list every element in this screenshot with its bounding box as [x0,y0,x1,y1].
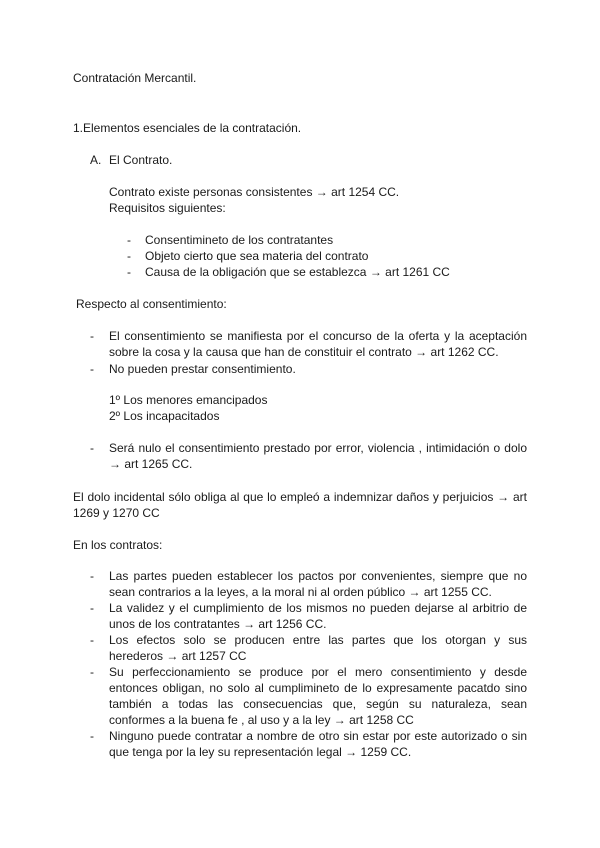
list-dash: - [90,633,94,647]
section-heading: 1.Elementos esenciales de la contratación. [73,121,302,135]
subsection-heading: El Contrato. [109,153,173,167]
list-dash: - [90,441,94,455]
list-item-continuation: también a todas las consecuencias que, según su naturaleza, sean [109,697,527,711]
document-title: Contratación Mercantil. [73,71,197,85]
list-item: La validez y el cumplimiento de los mismos no pueden dejarse al arbitrio de [109,601,527,615]
list-dash: - [90,329,94,343]
subsection-marker: A. [90,153,102,167]
list-item-continuation: → art 1265 CC. [109,457,193,471]
list-item-continuation: conformes a la buena fe , al uso y a la ley → art 1258 CC [109,713,414,727]
list-item: El consentimiento se manifiesta por el concurso de la oferta y la aceptación [109,329,527,343]
list-dash: - [90,362,94,376]
contratos-heading: En los contratos: [73,538,163,552]
list-dash: - [90,665,94,679]
list-item: Las partes pueden establecer los pactos por convenientes, siempre que no [109,569,527,583]
list-dash: - [127,233,131,247]
list-item-continuation: que tenga por la ley su representación legal → 1259 CC. [109,745,412,759]
consent-heading: Respecto al consentimiento: [76,297,227,311]
requisitos-intro: Requisitos siguientes: [109,201,226,215]
dolo-paragraph-continuation: 1269 y 1270 CC [73,506,160,520]
list-item: Causa de la obligación que se establezca → art 1261 CC [145,265,450,279]
list-item: Será nulo el consentimiento prestado por error, violencia , intimidación o dolo [109,441,527,455]
incapaz-item: 2º Los incapacitados [109,409,220,423]
list-item: Su perfeccionamiento se produce por el mero consentimiento y desde [109,665,527,679]
list-item: Los efectos solo se producen entre las partes que los otorgan y sus [109,633,527,647]
list-item-continuation: sobre la cosa y la causa que han de constituir el contrato → art 1262 CC. [109,345,499,359]
list-dash: - [90,729,94,743]
list-item: Ninguno puede contratar a nombre de otro sin estar por este autorizado o sin [109,729,527,743]
list-item-continuation: unos de los contratantes → art 1256 CC. [109,617,327,631]
list-item-continuation: herederos → art 1257 CC [109,649,247,663]
contrato-text: Contrato existe personas consistentes → art 1254 CC. [109,185,400,199]
dolo-paragraph: El dolo incidental sólo obliga al que lo empleó a indemnizar daños y perjuicios → art [73,490,527,504]
list-dash: - [90,601,94,615]
list-item-continuation: entonces obligan, no solo al cumplimineto de lo expresamente pacatdo sino [109,681,527,695]
list-dash: - [90,569,94,583]
list-item-continuation: sean contrarios a la leyes, a la moral ni al orden público → art 1255 CC. [109,585,492,599]
incapaz-item: 1º Los menores emancipados [109,393,268,407]
list-dash: - [127,265,131,279]
list-dash: - [127,249,131,263]
list-item: No pueden prestar consentimiento. [109,362,296,376]
list-item: Consentimineto de los contratantes [145,233,334,247]
list-item: Objeto cierto que sea materia del contrato [145,249,369,263]
